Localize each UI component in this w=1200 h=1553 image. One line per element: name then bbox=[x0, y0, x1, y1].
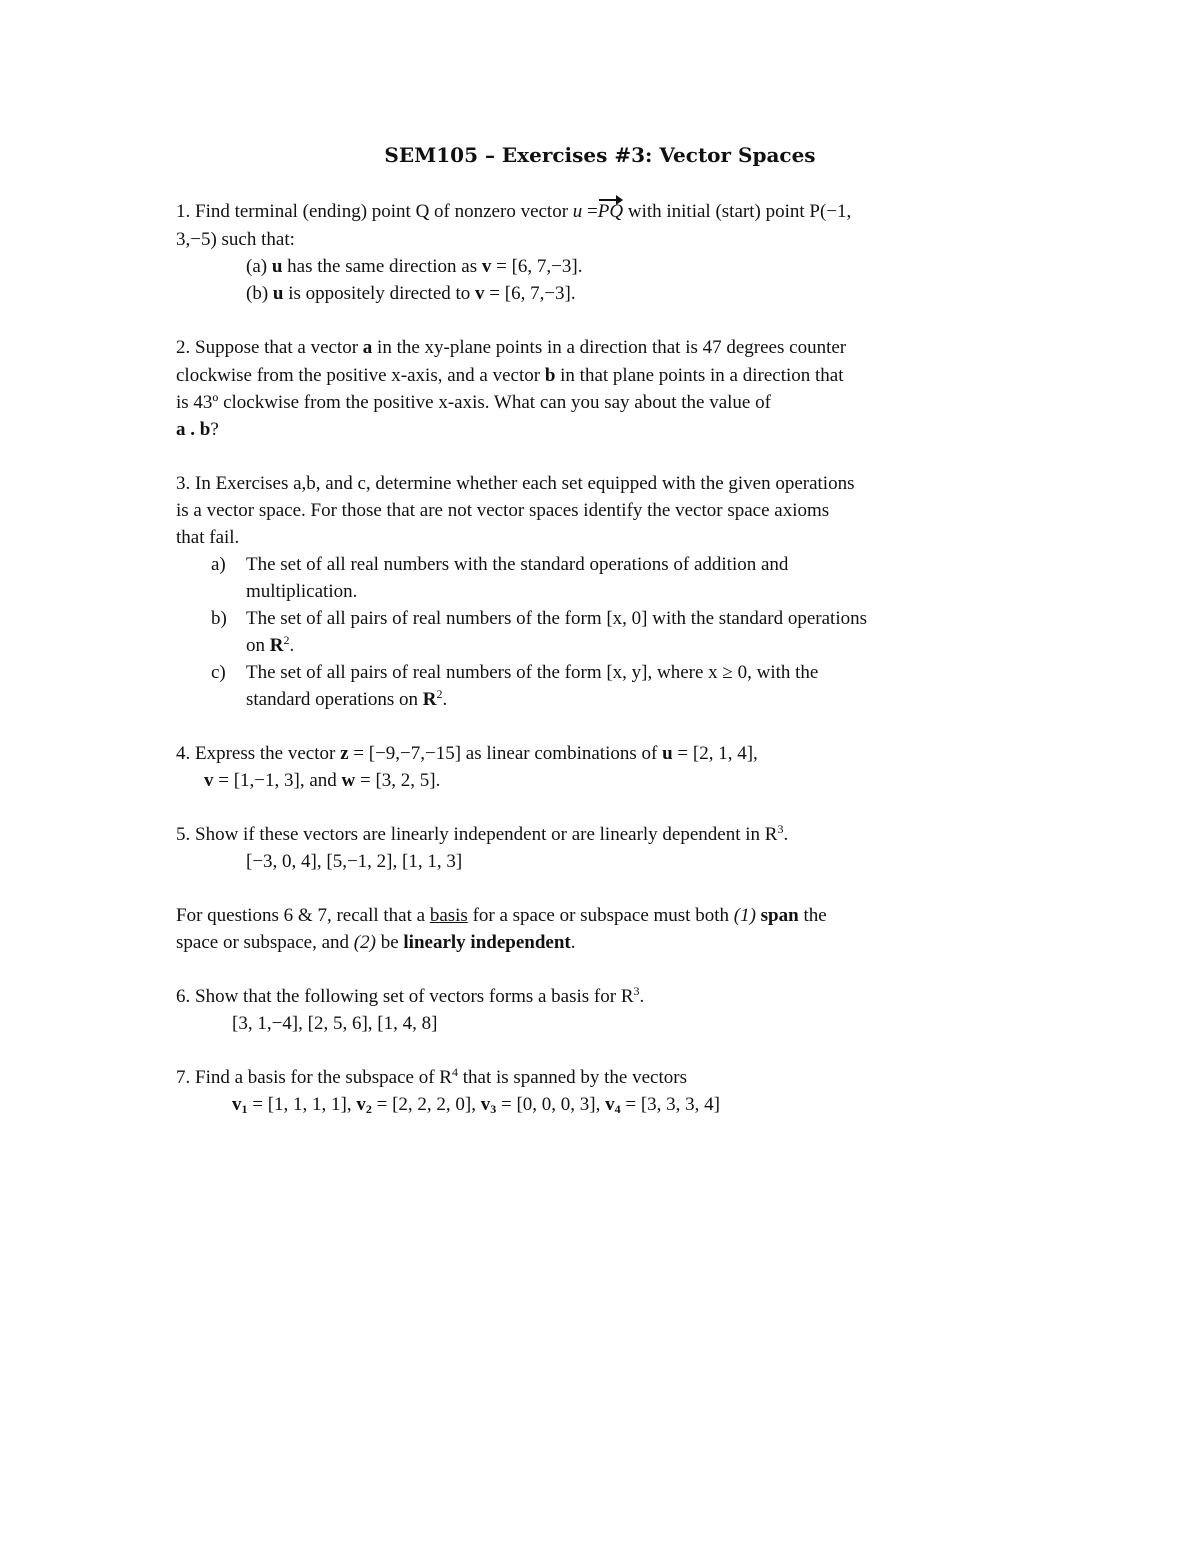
q1-part-b: (b) u is oppositely directed to v = [6, 7,−3]. bbox=[246, 283, 576, 304]
q3-b-label: b) bbox=[211, 608, 227, 629]
q1-line-2: 3,−5) such that: bbox=[176, 229, 295, 250]
vector-arrow-icon: PQ bbox=[598, 198, 623, 226]
page-title: SEM105 – Exercises #3: Vector Spaces bbox=[384, 143, 816, 167]
q2-line-4: a . b? bbox=[176, 419, 219, 440]
basis-note-line-1: For questions 6 & 7, recall that a basis for a space or subspace must both (1) span the bbox=[176, 905, 827, 926]
q3-b-line-2: on $R^2$. bbox=[246, 633, 295, 656]
q1-part-a: (a) u has the same direction as v = [6, 7,−3]. bbox=[246, 256, 583, 277]
q3-a-line-2: multiplication. bbox=[246, 581, 358, 602]
q7-line-1: 7. Find a basis for the subspace of $R^4$ that is spanned by the vectors bbox=[176, 1065, 687, 1088]
q4-line-2: v = [1,−1, 3], and w = [3, 2, 5]. bbox=[204, 770, 441, 791]
q6-line-1: 6. Show that the following set of vectors forms a basis for $R^3$. bbox=[176, 984, 645, 1007]
q3-c-line-2: standard operations on $R^2$. bbox=[246, 687, 448, 710]
q3-c-line-1: The set of all pairs of real numbers of the form [x, y], where x ≥ 0, with the bbox=[246, 662, 819, 683]
q3-a-line-1: The set of all real numbers with the standard operations of addition and bbox=[246, 554, 789, 575]
q3-line-1: 3. In Exercises a,b, and c, determine whether each set equipped with the given operations bbox=[176, 473, 855, 494]
q3-line-3: that fail. bbox=[176, 527, 240, 548]
q5-vectors: [−3, 0, 4], [5,−1, 2], [1, 1, 3] bbox=[246, 851, 463, 872]
basis-note-line-2: space or subspace, and (2) be linearly independent. bbox=[176, 932, 576, 953]
q3-c-label: c) bbox=[211, 662, 226, 683]
q5-line-1: 5. Show if these vectors are linearly independent or are linearly dependent in $R^3$. bbox=[176, 822, 789, 845]
q1-line-1: 1. Find terminal (ending) point Q of nonzero vector u =PQ with initial (start) point P(−1, bbox=[176, 198, 851, 226]
q3-b-line-1: The set of all pairs of real numbers of the form [x, 0] with the standard operations bbox=[246, 608, 868, 629]
q3-line-2: is a vector space. For those that are not vector spaces identify the vector space axioms bbox=[176, 500, 830, 521]
q2-line-3: is 43º clockwise from the positive x-axis. What can you say about the value of bbox=[176, 392, 771, 413]
q4-line-1: 4. Express the vector z = [−9,−7,−15] as linear combinations of u = [2, 1, 4], bbox=[176, 743, 758, 764]
q6-vectors: [3, 1,−4], [2, 5, 6], [1, 4, 8] bbox=[232, 1013, 438, 1034]
q2-line-1: 2. Suppose that a vector a in the xy-plane points in a direction that is 47 degrees counter bbox=[176, 337, 847, 358]
q2-line-2: clockwise from the positive x-axis, and a vector b in that plane points in a direction that bbox=[176, 365, 844, 386]
q7-vectors: $v_1 = [1$, 1, 1, 1], $v_2 = [2$, 2, 2, 0], $v_3 = [0$, 0, 0, 3], $v_4 = [3$, 3, 3, 4] bbox=[232, 1094, 720, 1116]
q3-a-label: a) bbox=[211, 554, 226, 575]
